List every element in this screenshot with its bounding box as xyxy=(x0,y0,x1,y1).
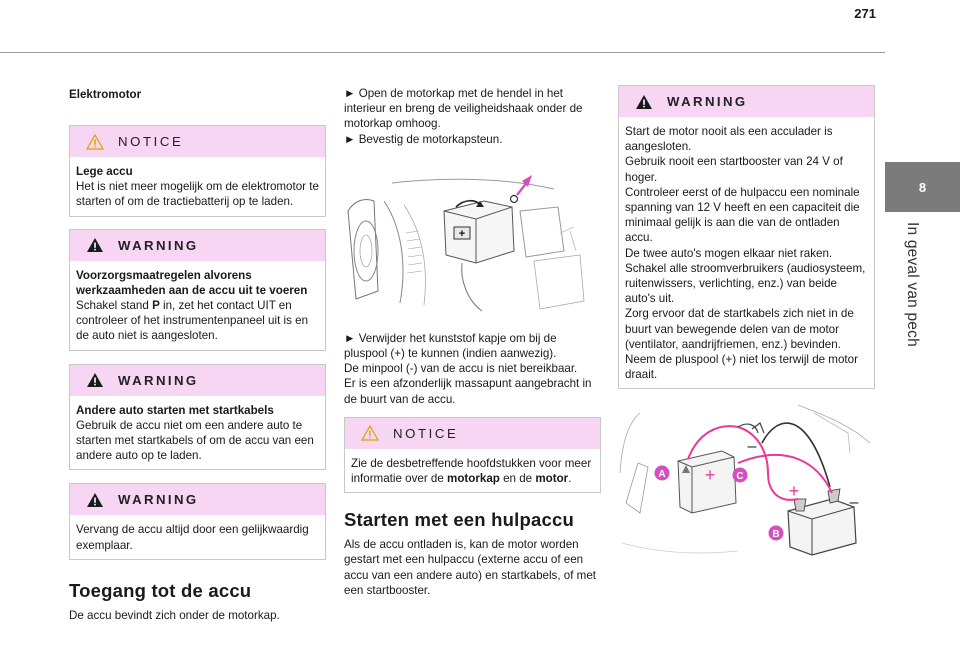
warning-line: Neem de pluspool (+) niet los terwijl de motor draait. xyxy=(625,353,858,382)
notice-icon xyxy=(361,425,379,441)
warning-label: WARNING xyxy=(118,492,199,508)
warning-icon xyxy=(86,492,104,508)
notice-label: NOTICE xyxy=(393,425,459,441)
warning-text-part: Schakel stand xyxy=(76,299,153,313)
warning-icon xyxy=(635,94,653,110)
notice-text-part: Zie de desbetreffende hoofdstukken voor meer informatie over de xyxy=(351,456,592,486)
notice-text-part: en de xyxy=(499,472,536,486)
warning-box-startkabels xyxy=(69,364,326,471)
warning-label: WARNING xyxy=(118,372,199,388)
warning-header xyxy=(70,484,325,515)
notice-box xyxy=(344,417,601,493)
notice-text: Het is niet meer mogelijk om de elektromotor te starten of om de tractiebatterij op te laden. xyxy=(76,180,319,209)
section-title-toegang: Toegang tot de accu xyxy=(69,579,252,601)
notice-body xyxy=(70,157,325,216)
chapter-tab xyxy=(885,162,960,212)
warning-header xyxy=(70,365,325,396)
label-c: C xyxy=(736,471,744,483)
step-bonnet-stay: ► Bevestig de motorkapsteun. xyxy=(344,132,503,146)
header-rule xyxy=(0,52,885,53)
warning-text xyxy=(76,298,319,344)
warning-body xyxy=(70,396,325,470)
warning-body xyxy=(70,515,325,558)
warning-icon xyxy=(86,372,104,388)
warning-title: Andere auto starten met startkabels xyxy=(76,403,274,417)
column-1 xyxy=(69,80,326,623)
plus-sign-dead-battery: + xyxy=(704,465,716,486)
section-text-toegang: De accu bevindt zich onder de motorkap. xyxy=(69,608,280,622)
warning-box-hulpaccu xyxy=(618,85,875,389)
warning-text: Gebruik de accu niet om een andere auto te starten met startkabels of om de accu van een andere auto op te laden. xyxy=(76,418,314,463)
chapter-number: 8 xyxy=(918,179,927,195)
text-minus-terminal: De minpool (-) van de accu is niet bereikbaar. xyxy=(344,362,578,376)
column-2 xyxy=(344,80,601,598)
section-text-hulpaccu: Als de accu ontladen is, kan de motor worden gestart met een hulpaccu (externe accu of een accu van een andere auto) en startkabels, of met een startbooster. xyxy=(344,538,596,597)
warning-line: De twee auto's mogen elkaar niet raken. xyxy=(625,246,833,260)
chapter-title-text: In geval van pech xyxy=(904,222,921,347)
subheading-elektromotor: Elektromotor xyxy=(69,88,142,101)
notice-text-part: . xyxy=(568,472,572,486)
warning-line: Controleer eerst of de hulpaccu een nominale spanning van 12 V heeft en een capaciteit die minimaal gelijk is aan die van de ontladen accu. xyxy=(625,185,860,245)
battery-location-illustration xyxy=(344,171,601,321)
warning-header xyxy=(619,86,874,117)
label-b: B xyxy=(772,529,780,541)
warning-header xyxy=(70,230,325,261)
warning-title: Voorzorgsmaatregelen alvorens werkzaamheden aan de accu uit te voeren xyxy=(76,268,308,297)
minus-sign-booster-battery: – xyxy=(849,494,859,512)
notice-box xyxy=(69,125,326,217)
warning-line: Zorg ervoor dat de startkabels zich niet in de buurt van bewegende delen van de motor (ventilator, aandrijfriemen, enz.) bevinden. xyxy=(625,307,854,351)
warning-body xyxy=(70,261,325,350)
plus-terminal-label: + xyxy=(458,227,466,240)
warning-label: WARNING xyxy=(667,94,748,109)
warning-text: Vervang de accu altijd door een gelijkwaardig exemplaar. xyxy=(76,523,309,552)
warning-line: Gebruik nooit een startbooster van 24 V of hoger. xyxy=(625,155,843,184)
notice-label: NOTICE xyxy=(118,134,184,149)
page-number: 271 xyxy=(854,6,876,21)
warning-label: WARNING xyxy=(118,237,199,253)
column-3 xyxy=(618,80,875,563)
reference-motor: motor xyxy=(535,472,569,486)
warning-body xyxy=(619,117,874,388)
minus-sign-ground: – xyxy=(747,438,757,456)
reference-motorkap: motorkap xyxy=(447,472,500,486)
gear-position-p: P xyxy=(152,299,160,313)
notice-icon xyxy=(86,134,104,150)
step-remove-cap: ► Verwijder het kunststof kapje om bij de pluspool (+) te kunnen (indien aanwezig). xyxy=(344,331,557,361)
notice-body xyxy=(345,449,600,492)
warning-box-voorzorg xyxy=(69,229,326,351)
notice-title: Lege accu xyxy=(76,165,133,178)
notice-text xyxy=(351,456,594,486)
warning-text-part: in, zet het contact UIT en controleer of het instrumentenpaneel uit is en de auto niet is aangesloten. xyxy=(76,299,309,343)
text-ground-point: Er is een afzonderlijk massapunt aangebracht in de buurt van de accu. xyxy=(344,377,592,406)
step-open-bonnet: ► Open de motorkap met de hendel in het interieur en breng de veiligheidshaak onder de motorkap omhoog. xyxy=(344,87,583,131)
warning-box-vervang xyxy=(69,483,326,559)
section-title-hulpaccu: Starten met een hulpaccu xyxy=(344,509,574,531)
warning-line: Schakel alle stroomverbruikers (audiosysteem, ruitenwissers, verlichting, enz.) van beide auto's uit. xyxy=(625,261,866,306)
plus-sign-booster-battery: + xyxy=(788,481,800,502)
warning-line: Start de motor nooit als een acculader is aangesloten. xyxy=(625,125,833,154)
notice-header xyxy=(345,418,600,449)
notice-header xyxy=(70,126,325,157)
label-a: A xyxy=(658,469,666,481)
jump-start-illustration xyxy=(618,403,875,563)
warning-icon xyxy=(86,237,104,253)
chapter-title xyxy=(903,222,925,362)
